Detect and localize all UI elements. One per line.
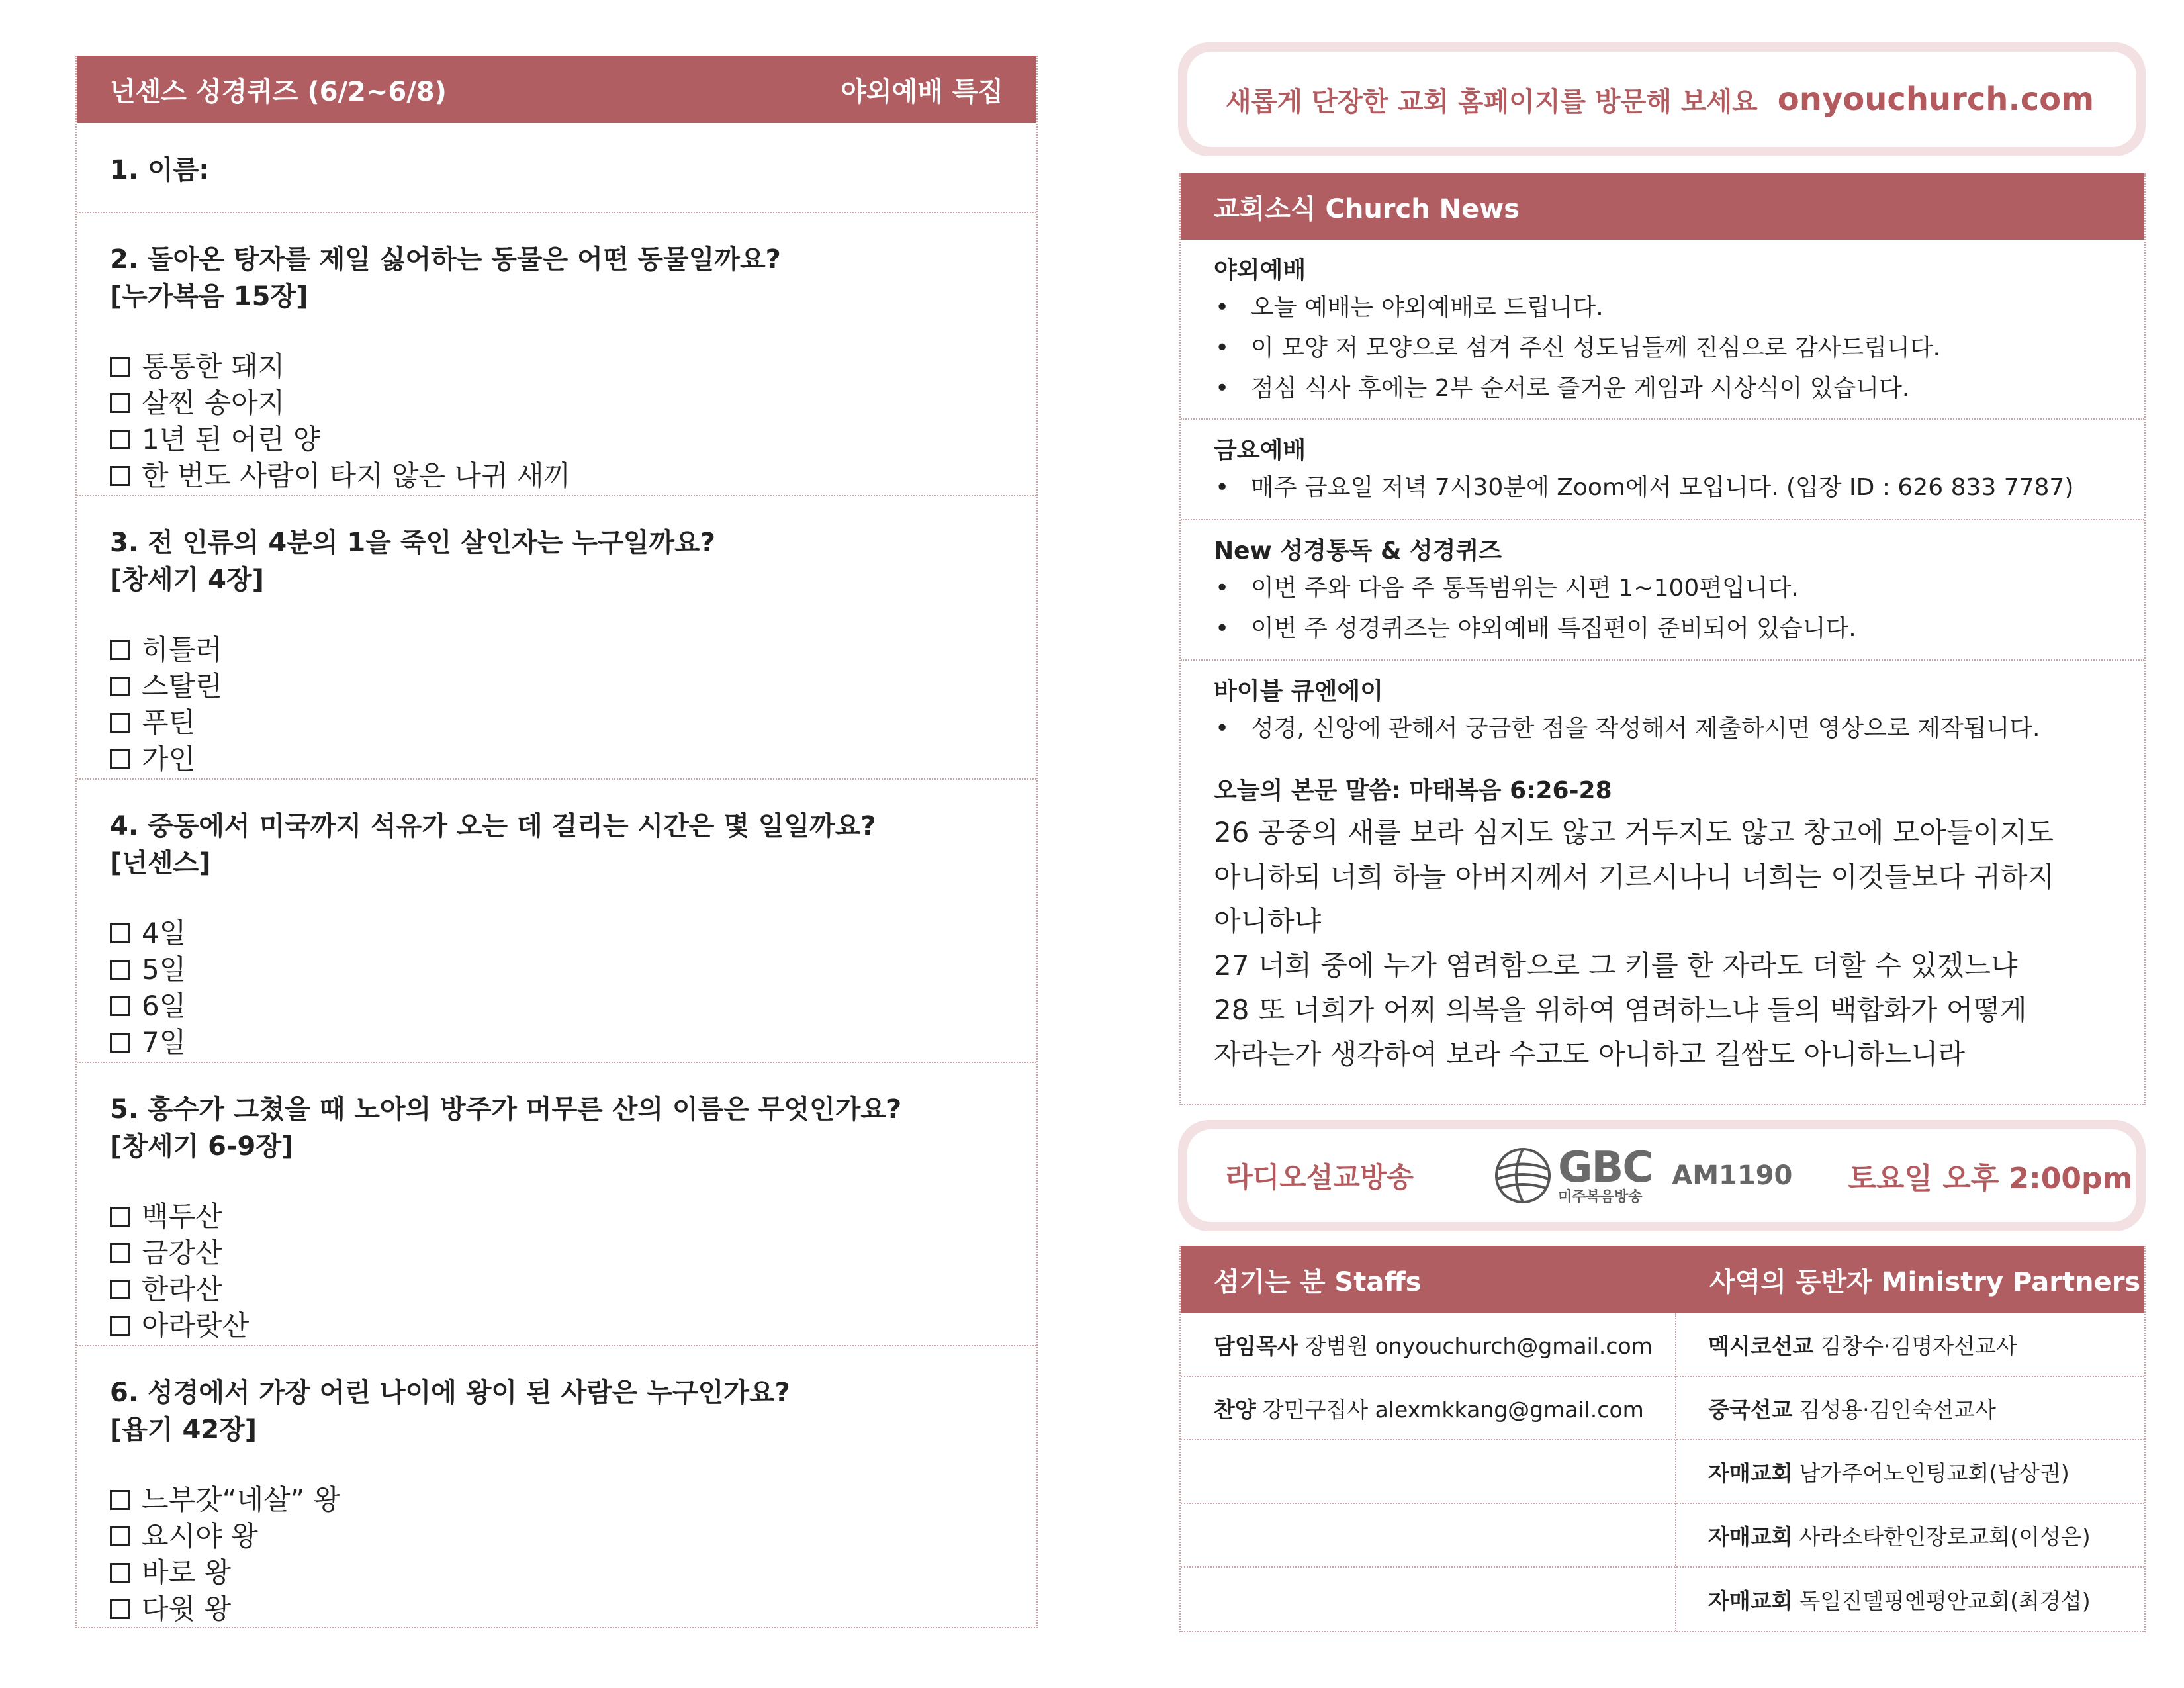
homepage-banner — [1178, 42, 2146, 156]
question-text: 2. 돌아온 탕자를 제일 싫어하는 동물은 어떤 동물일까요? — [110, 244, 781, 275]
scripture-line: 아니하냐 — [1214, 905, 1322, 937]
role-label: 찬양 — [1214, 1396, 1256, 1423]
news-section — [1181, 420, 2144, 520]
answer-option[interactable] — [110, 988, 1003, 1024]
answer-option[interactable] — [110, 457, 1003, 494]
news-item: • 이 모양 저 모양으로 섬겨 주신 성도님들께 진심으로 감사드립니다. — [1214, 328, 2111, 368]
checkbox[interactable] — [110, 1243, 130, 1263]
quiz-question — [77, 1063, 1036, 1346]
answer-option-label: 바로 왕 — [142, 1556, 232, 1589]
partners-title: 사역의 동반자 Ministry Partners — [1709, 1266, 2141, 1297]
answer-option-label: 아라랏산 — [142, 1309, 250, 1342]
answer-option[interactable] — [110, 1591, 1003, 1627]
news-item: • 이번 주와 다음 주 통독범위는 시편 1~100편입니다. — [1214, 568, 2111, 608]
answer-option[interactable] — [110, 915, 1003, 951]
bible-quiz-panel — [75, 56, 1038, 1628]
news-item: • 성경, 신앙에 관해서 궁금한 점을 작성해서 제출하시면 영상으로 제작됩니다. — [1214, 708, 2111, 749]
answer-option[interactable] — [110, 1481, 1003, 1518]
quiz-question — [77, 780, 1036, 1063]
checkbox[interactable] — [110, 393, 130, 413]
gbc-logo-text: GBC — [1558, 1143, 1653, 1192]
checkbox[interactable] — [110, 1207, 130, 1227]
quiz-question — [77, 1346, 1036, 1630]
role-detail: 남가주어노인팅교회(남상권) — [1799, 1460, 2070, 1486]
question-reference: [누가복음 15장] — [110, 281, 308, 312]
news-item: • 점심 식사 후에는 2부 순서로 즐거운 게임과 시상식이 있습니다. — [1214, 368, 2111, 408]
news-section-title: 바이블 큐엔에이 — [1214, 678, 1383, 705]
answer-option[interactable] — [110, 1024, 1003, 1060]
answer-option-label: 한 번도 사람이 타지 않은 나귀 새끼 — [142, 459, 571, 492]
checkbox[interactable] — [110, 996, 130, 1016]
role-label: 담임목사 — [1214, 1333, 1298, 1359]
answer-option-label: 히틀러 — [142, 633, 222, 666]
partner-row — [1676, 1504, 2144, 1568]
role-detail: 사라소타한인장로교회(이성은) — [1799, 1523, 2091, 1550]
staff-row — [1181, 1313, 1675, 1377]
answer-option[interactable] — [110, 385, 1003, 421]
news-item: • 이번 주 성경퀴즈는 야외예배 특집편이 준비되어 있습니다. — [1214, 608, 2111, 649]
answer-option-label: 요시야 왕 — [142, 1520, 258, 1552]
partner-row — [1676, 1377, 2144, 1440]
checkbox[interactable] — [110, 1280, 130, 1299]
news-header: 교회소식 Church News — [1181, 173, 2144, 240]
role-detail: 장범원 onyouchurch@gmail.com — [1304, 1333, 1653, 1359]
checkbox[interactable] — [110, 430, 130, 449]
question-reference: [욥기 42장] — [110, 1415, 257, 1445]
answer-option[interactable] — [110, 1518, 1003, 1554]
checkbox[interactable] — [110, 713, 130, 733]
checkbox[interactable] — [110, 357, 130, 377]
scripture-line: 28 또 너희가 어찌 의복을 위하여 염려하느냐 들의 백합화가 어떻게 — [1214, 994, 2027, 1026]
answer-option[interactable] — [110, 741, 1003, 777]
role-label: 중국선교 — [1707, 1396, 1793, 1423]
question-reference: [창세기 6-9장] — [110, 1131, 294, 1162]
scripture-line: 26 공중의 새를 보라 심지도 않고 거두지도 않고 창고에 모아들이지도 — [1214, 816, 2054, 849]
answer-option-label: 1년 된 어린 양 — [142, 423, 320, 455]
church-news-panel — [1179, 173, 2146, 1105]
scripture-line: 아니하되 너희 하늘 아버지께서 기르시나니 너희는 이것들보다 귀하지 — [1214, 861, 2055, 893]
answer-option-label: 백두산 — [142, 1200, 222, 1233]
question-text: 6. 성경에서 가장 어린 나이에 왕이 된 사람은 누구인가요? — [110, 1378, 790, 1408]
scripture-title: 오늘의 본문 말씀: 마태복음 6:26-28 — [1214, 777, 1612, 804]
question-text: 5. 홍수가 그쳤을 때 노아의 방주가 머무른 산의 이름은 무엇인가요? — [110, 1094, 902, 1125]
partners-column — [1676, 1313, 2144, 1631]
answer-option-label: 한라산 — [142, 1273, 222, 1305]
quiz-question — [77, 496, 1036, 780]
answer-option[interactable] — [110, 421, 1003, 457]
partner-row — [1676, 1313, 2144, 1377]
news-section-title: New 성경통독 & 성경퀴즈 — [1214, 538, 1502, 565]
quiz-question — [77, 213, 1036, 496]
answer-option[interactable] — [110, 1554, 1003, 1591]
question-text: 3. 전 인류의 4분의 1을 죽인 살인자는 누구일까요? — [110, 528, 715, 558]
staffs-column — [1181, 1313, 1676, 1631]
answer-option[interactable] — [110, 1235, 1003, 1271]
role-label: 멕시코선교 — [1707, 1333, 1814, 1359]
answer-option[interactable] — [110, 1198, 1003, 1235]
answer-option[interactable] — [110, 704, 1003, 741]
radio-frequency: AM1190 — [1672, 1160, 1793, 1191]
checkbox[interactable] — [110, 640, 130, 660]
quiz-header — [77, 56, 1036, 123]
scripture-section — [1181, 760, 2144, 1070]
news-section — [1181, 520, 2144, 661]
answer-option[interactable] — [110, 951, 1003, 988]
staff-row — [1181, 1504, 1675, 1568]
question-text: 4. 중동에서 미국까지 석유가 오는 데 걸리는 시간은 몇 일일까요? — [110, 811, 876, 841]
role-label: 자매교회 — [1707, 1523, 1793, 1550]
scripture-text — [1214, 810, 2111, 1076]
role-label: 자매교회 — [1707, 1587, 1793, 1614]
checkbox[interactable] — [110, 677, 130, 696]
news-item: • 오늘 예배는 야외예배로 드립니다. — [1214, 287, 2111, 328]
homepage-link[interactable]: onyouchurch.com — [1777, 81, 2095, 118]
checkbox[interactable] — [110, 923, 130, 943]
answer-option-label: 금강산 — [142, 1237, 222, 1269]
checkbox[interactable] — [110, 1526, 130, 1546]
staff-header — [1181, 1246, 2144, 1313]
staff-row — [1181, 1377, 1675, 1440]
staffs-title: 섬기는 분 Staffs — [1214, 1266, 1422, 1297]
news-item: • 매주 금요일 저녁 7시30분에 Zoom에서 모입니다. (입장 ID : 626 833 7787) — [1214, 467, 2111, 508]
gbc-logo — [1493, 1143, 1653, 1205]
news-section-title: 금요예배 — [1214, 437, 1306, 464]
quiz-title: 넌센스 성경퀴즈 (6/2~6/8) — [110, 76, 447, 107]
gbc-logo-subtitle: 미주복음방송 — [1558, 1189, 1643, 1205]
answer-option[interactable] — [110, 348, 1003, 385]
radio-broadcast-banner — [1178, 1120, 2146, 1231]
question-reference: [창세기 4장] — [110, 565, 264, 595]
checkbox[interactable] — [110, 1033, 130, 1053]
quiz-special-label: 야외예배 특집 — [841, 76, 1003, 107]
checkbox[interactable] — [110, 1563, 130, 1583]
staff-row — [1181, 1440, 1675, 1504]
answer-option-label: 통통한 돼지 — [142, 350, 285, 383]
checkbox[interactable] — [110, 749, 130, 769]
answer-option-label: 가인 — [142, 743, 196, 775]
checkbox[interactable] — [110, 1599, 130, 1619]
news-section — [1181, 240, 2144, 420]
answer-option-label: 6일 — [142, 990, 187, 1022]
partner-row — [1676, 1568, 2144, 1631]
partner-row — [1676, 1440, 2144, 1504]
news-section-title: 야외예배 — [1214, 257, 1306, 284]
news-section — [1181, 661, 2144, 760]
answer-option-label: 스탈린 — [142, 670, 222, 702]
radio-label: 라디오설교방송 — [1226, 1161, 1414, 1194]
name-field-row[interactable] — [77, 123, 1036, 213]
answer-option[interactable] — [110, 632, 1003, 668]
answer-option-label: 다윗 왕 — [142, 1593, 232, 1625]
answer-option-label: 4일 — [142, 917, 187, 949]
checkbox[interactable] — [110, 466, 130, 486]
checkbox[interactable] — [110, 1490, 130, 1510]
globe-icon — [1493, 1146, 1553, 1205]
answer-option[interactable] — [110, 1307, 1003, 1344]
answer-option[interactable] — [110, 1271, 1003, 1307]
staff-panel — [1179, 1246, 2146, 1632]
checkbox[interactable] — [110, 1316, 130, 1336]
role-detail: 독일진델핑엔평안교회(최경섭) — [1799, 1587, 2091, 1614]
answer-option-label: 느부갓“네살” 왕 — [142, 1483, 341, 1516]
answer-option[interactable] — [110, 668, 1003, 704]
role-detail: 김성용·김인숙선교사 — [1799, 1396, 1996, 1423]
radio-time: 토요일 오후 2:00pm — [1848, 1162, 2133, 1196]
question-reference: [넌센스] — [110, 848, 211, 878]
checkbox[interactable] — [110, 960, 130, 980]
answer-option-label: 살찐 송아지 — [142, 387, 285, 419]
role-detail: 강민구집사 alexmkkang@gmail.com — [1262, 1396, 1644, 1423]
scripture-line: 27 너희 중에 누가 염려함으로 그 키를 한 자라도 더할 수 있겠느냐 — [1214, 949, 2018, 982]
answer-option-label: 푸틴 — [142, 706, 196, 739]
role-label: 자매교회 — [1707, 1460, 1793, 1486]
staff-row — [1181, 1568, 1675, 1631]
name-label: 1. 이름: — [110, 154, 210, 185]
role-detail: 김창수·김명자선교사 — [1820, 1333, 2017, 1359]
answer-option-label: 5일 — [142, 953, 187, 986]
answer-option-label: 7일 — [142, 1026, 187, 1058]
scripture-line: 자라는가 생각하여 보라 수고도 아니하고 길쌈도 아니하느니라 — [1214, 1038, 1965, 1070]
banner-message: 새롭게 단장한 교회 홈페이지를 방문해 보세요 — [1226, 86, 1758, 117]
